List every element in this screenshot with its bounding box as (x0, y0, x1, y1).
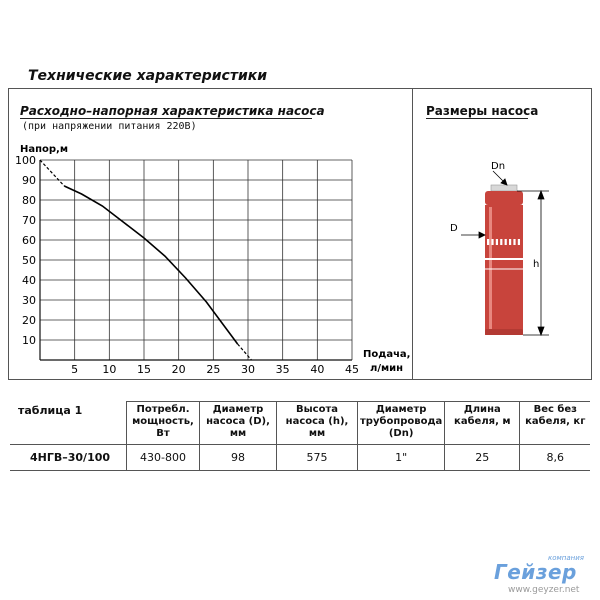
pump-top-cap (485, 191, 523, 205)
y-tick-label: 90 (22, 174, 36, 187)
y-tick-label: 40 (22, 274, 36, 287)
y-axis-label: Напор,м (20, 144, 69, 155)
chart-title: Расходно–напорная характеристика насоса (20, 104, 325, 118)
brand-company-text: компания (548, 554, 584, 562)
chart-subtitle: (при напряжении питания 220В) (22, 121, 197, 132)
x-tick-label: 35 (275, 363, 290, 376)
intake-slot (513, 239, 515, 245)
pump-drawing (485, 185, 523, 335)
model-cell: 4НГВ–30/100 (10, 445, 127, 471)
header-pipe-diameter: Диаметр трубопровода (Dn) (358, 402, 445, 445)
intake-slot (496, 239, 498, 245)
x-tick-label: 25 (206, 363, 221, 376)
intake-slot (518, 239, 520, 245)
brand-logo: Гейзер (494, 560, 577, 584)
power-cell: 430-800 (127, 445, 200, 471)
y-tick-label: 70 (22, 214, 36, 227)
intake-slot (505, 239, 507, 245)
intake-slot (509, 239, 511, 245)
header-cable-length: Длина кабеля, м (445, 402, 520, 445)
curve-extension-end (238, 344, 252, 360)
pipe-diameter-cell: 1" (358, 445, 445, 471)
x-tick-label: 20 (171, 363, 186, 376)
intake-slot (491, 239, 493, 245)
pump-body-highlight (489, 207, 492, 333)
header-height: Высота насоса (h), мм (277, 402, 358, 445)
x-tick-label: 5 (71, 363, 79, 376)
intake-slot (500, 239, 502, 245)
table-label: таблица 1 (18, 404, 83, 417)
height-cell: 575 (277, 445, 358, 471)
x-tick-label: 40 (310, 363, 325, 376)
x-tick-label: 10 (102, 363, 117, 376)
page-title: Технические характеристики (28, 68, 268, 84)
diameter-cell: 98 (200, 445, 277, 471)
header-power: Потребл. мощность, Вт (127, 402, 200, 445)
header-weight: Вес без кабеля, кг (520, 402, 591, 445)
website-url[interactable]: www.geyzer.net (508, 585, 580, 595)
header-diameter: Диаметр насоса (D), мм (200, 402, 277, 445)
y-tick-label: 20 (22, 314, 36, 327)
table-header-row (10, 402, 590, 445)
x-tick-label: 15 (137, 363, 151, 376)
x-tick-label: 45 (345, 363, 359, 376)
performance-chart (0, 0, 412, 380)
curve-extension-start (40, 160, 64, 186)
y-tick-label: 10 (22, 334, 36, 347)
pump-dimensions-diagram (413, 89, 591, 379)
intake-slot (487, 239, 489, 245)
chart-grid (40, 160, 352, 360)
x-axis-label-line2: л/мин (370, 363, 404, 374)
spec-table (10, 401, 590, 471)
weight-cell: 8,6 (520, 445, 591, 471)
pump-bottom (485, 329, 523, 335)
table-row (10, 445, 590, 471)
y-tick-label: 50 (22, 254, 36, 267)
y-tick-label: 30 (22, 294, 36, 307)
d-label: D (450, 223, 458, 234)
y-tick-label: 100 (15, 154, 36, 167)
x-axis-label-line1: Подача, (363, 349, 411, 360)
h-label: h (533, 259, 540, 270)
pump-outlet (491, 185, 517, 191)
y-tick-label: 80 (22, 194, 36, 207)
x-tick-label: 30 (241, 363, 255, 376)
dn-label: Dn (491, 161, 506, 172)
y-tick-label: 60 (22, 234, 36, 247)
cable-length-cell: 25 (445, 445, 520, 471)
dimensions-title: Размеры насоса (426, 104, 539, 118)
